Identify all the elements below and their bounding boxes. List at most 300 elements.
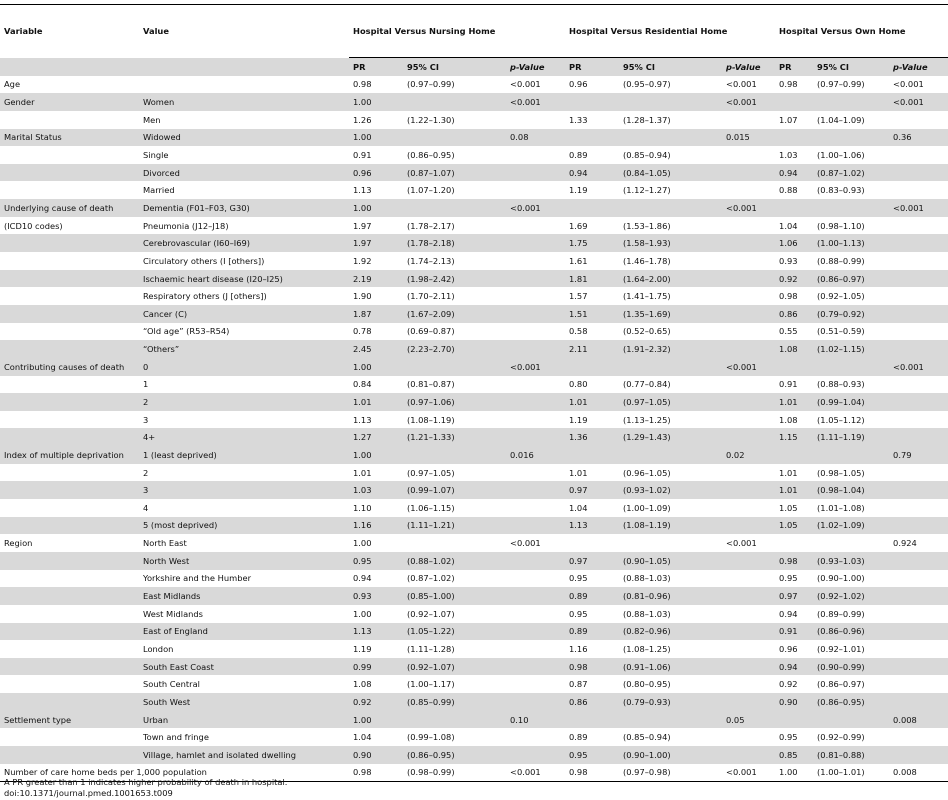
rh-ci: (1.35–1.69) xyxy=(619,305,722,323)
rh-pr xyxy=(565,358,619,376)
row-value: London xyxy=(143,643,174,654)
row-value: Respiratory others (J [others]) xyxy=(143,291,267,302)
nh-pr: 1.97 xyxy=(349,234,403,252)
nh-ci: (0.92–1.07) xyxy=(403,658,506,676)
oh-ci: (0.90–1.00) xyxy=(817,573,865,584)
oh-ci xyxy=(813,711,889,729)
nh-pr: 1.00 xyxy=(349,358,403,376)
row-variable xyxy=(0,552,139,570)
table-row xyxy=(0,587,948,605)
oh-ci xyxy=(813,93,889,111)
nh-ci xyxy=(403,358,506,376)
nh-ci: (1.08–1.19) xyxy=(407,414,455,425)
table-row xyxy=(0,605,948,623)
rh-pr: 1.69 xyxy=(569,220,588,231)
rh-p-value xyxy=(722,640,775,658)
row-variable xyxy=(0,675,139,693)
oh-pr xyxy=(775,711,813,729)
row-variable: Gender xyxy=(0,93,139,111)
rh-ci: (1.08–1.25) xyxy=(623,643,671,654)
table-row xyxy=(0,270,948,288)
oh-pr: 0.98 xyxy=(779,291,798,302)
row-variable xyxy=(0,323,139,341)
oh-pr: 1.05 xyxy=(775,517,813,535)
rh-ci: (0.91–1.06) xyxy=(619,658,722,676)
rh-p-value xyxy=(722,270,775,288)
row-variable xyxy=(0,270,139,288)
oh-p-value xyxy=(889,393,948,411)
row-value: East Midlands xyxy=(139,587,349,605)
oh-p-value xyxy=(889,728,948,746)
oh-p-value xyxy=(889,428,948,446)
rh-pr: 0.80 xyxy=(569,379,588,390)
oh-p-value: 0.008 xyxy=(889,711,948,729)
table-row xyxy=(0,234,948,252)
nh-pr: 1.10 xyxy=(353,502,372,513)
row-variable xyxy=(0,340,139,358)
oh-pr: 0.90 xyxy=(775,693,813,711)
nh-ci xyxy=(403,93,506,111)
row-value: 4+ xyxy=(139,428,349,446)
table-row xyxy=(0,164,948,182)
oh-ci: (0.98–1.10) xyxy=(817,220,865,231)
oh-pr xyxy=(775,93,813,111)
header-p-value: p-Value xyxy=(722,58,775,76)
rh-ci: (1.29–1.43) xyxy=(619,428,722,446)
row-variable: (ICD10 codes) xyxy=(4,220,63,231)
nh-pr: 1.13 xyxy=(353,414,372,425)
oh-p-value xyxy=(889,164,948,182)
rh-ci: (1.41–1.75) xyxy=(623,291,671,302)
rh-p-value: 0.05 xyxy=(722,711,775,729)
row-value: Village, hamlet and isolated dwelling xyxy=(139,746,349,764)
oh-ci: (0.93–1.03) xyxy=(813,552,889,570)
rh-p-value xyxy=(722,746,775,764)
row-variable xyxy=(0,393,139,411)
rh-pr: 0.95 xyxy=(565,746,619,764)
row-variable: Index of multiple deprivation xyxy=(0,446,139,464)
rh-p-value xyxy=(722,252,775,270)
oh-p-value xyxy=(889,605,948,623)
nh-ci: (1.67–2.09) xyxy=(403,305,506,323)
header-p-value: p-Value xyxy=(506,58,565,76)
nh-p-value xyxy=(506,658,565,676)
nh-pr: 1.00 xyxy=(353,538,372,549)
oh-p-value xyxy=(889,181,948,199)
nh-ci: (1.74–2.13) xyxy=(407,255,455,266)
row-value: 1 xyxy=(143,379,149,390)
nh-p-value: <0.001 xyxy=(506,358,565,376)
table-row xyxy=(0,340,948,358)
table-row xyxy=(0,411,948,429)
oh-p-value: <0.001 xyxy=(889,358,948,376)
nh-pr: 1.01 xyxy=(353,467,372,478)
nh-p-value xyxy=(506,587,565,605)
nh-p-value xyxy=(506,570,565,588)
oh-ci: (0.86–0.97) xyxy=(813,270,889,288)
row-value: Pneumonia (J12–J18) xyxy=(143,220,229,231)
rh-pr: 1.16 xyxy=(569,643,588,654)
nh-p-value xyxy=(506,146,565,164)
group-header-row xyxy=(0,5,948,58)
table-row xyxy=(0,711,948,729)
oh-pr: 1.15 xyxy=(775,428,813,446)
rh-p-value: <0.001 xyxy=(722,764,775,782)
nh-p-value xyxy=(506,217,565,235)
nh-pr: 1.00 xyxy=(349,199,403,217)
rh-ci: (0.77–0.84) xyxy=(623,379,671,390)
rh-p-value: 0.02 xyxy=(722,446,775,464)
nh-p-value xyxy=(506,393,565,411)
oh-p-value xyxy=(889,411,948,429)
oh-p-value: 0.36 xyxy=(889,129,948,147)
header-ci: 95% CI xyxy=(619,58,722,76)
row-variable xyxy=(0,658,139,676)
oh-p-value xyxy=(889,340,948,358)
rh-p-value xyxy=(722,570,775,588)
row-value: 1 (least deprived) xyxy=(139,446,349,464)
row-variable xyxy=(0,376,139,394)
rh-ci: (1.91–2.32) xyxy=(619,340,722,358)
sub-header-row xyxy=(0,58,948,76)
oh-p-value xyxy=(889,499,948,517)
rh-p-value xyxy=(722,217,775,235)
nh-pr: 0.91 xyxy=(353,150,372,161)
nh-pr: 1.00 xyxy=(349,93,403,111)
oh-pr: 1.07 xyxy=(779,114,798,125)
oh-ci: (0.51–0.59) xyxy=(817,326,865,337)
nh-pr: 1.27 xyxy=(349,428,403,446)
row-value: Ischaemic heart disease (I20–I25) xyxy=(139,270,349,288)
oh-pr: 0.92 xyxy=(779,679,798,690)
oh-pr: 0.55 xyxy=(779,326,798,337)
nh-pr: 0.84 xyxy=(353,379,372,390)
row-variable: Region xyxy=(4,538,33,549)
rh-pr: 0.89 xyxy=(565,623,619,641)
header-pr: PR xyxy=(565,58,619,76)
nh-p-value xyxy=(506,693,565,711)
nh-p-value xyxy=(506,605,565,623)
row-variable xyxy=(0,623,139,641)
row-value: Divorced xyxy=(139,164,349,182)
nh-p-value xyxy=(506,164,565,182)
oh-ci: (1.05–1.12) xyxy=(817,414,865,425)
nh-pr: 0.98 xyxy=(353,79,372,90)
rh-pr: 1.33 xyxy=(569,114,588,125)
nh-p-value xyxy=(506,746,565,764)
table-row xyxy=(0,534,948,552)
rh-p-value: <0.001 xyxy=(726,79,757,90)
oh-p-value xyxy=(889,623,948,641)
table-row xyxy=(0,746,948,764)
oh-p-value xyxy=(889,270,948,288)
oh-ci: (1.02–1.09) xyxy=(813,517,889,535)
rh-p-value xyxy=(722,376,775,394)
nh-ci xyxy=(403,446,506,464)
nh-p-value xyxy=(506,464,565,482)
nh-p-value xyxy=(506,499,565,517)
nh-ci: (0.97–1.06) xyxy=(403,393,506,411)
nh-p-value xyxy=(506,376,565,394)
oh-ci: (0.99–1.04) xyxy=(813,393,889,411)
nh-p-value: 0.10 xyxy=(506,711,565,729)
oh-pr: 0.85 xyxy=(775,746,813,764)
oh-pr: 0.93 xyxy=(779,255,798,266)
nh-ci: (0.99–1.08) xyxy=(407,732,455,743)
row-variable xyxy=(0,181,139,199)
nh-ci: (1.05–1.22) xyxy=(403,623,506,641)
rh-pr: 1.36 xyxy=(565,428,619,446)
oh-pr: 1.00 xyxy=(775,764,813,782)
row-variable xyxy=(0,146,139,164)
nh-ci: (1.21–1.33) xyxy=(403,428,506,446)
nh-ci: (0.86–0.95) xyxy=(407,150,455,161)
oh-p-value: <0.001 xyxy=(893,79,924,90)
rh-ci: (1.28–1.37) xyxy=(623,114,671,125)
rh-ci xyxy=(619,711,722,729)
row-variable: Underlying cause of death xyxy=(0,199,139,217)
oh-p-value: <0.001 xyxy=(889,199,948,217)
rh-ci: (0.85–0.94) xyxy=(623,732,671,743)
nh-pr: 1.08 xyxy=(353,679,372,690)
nh-pr: 1.87 xyxy=(349,305,403,323)
row-value: Single xyxy=(143,150,169,161)
nh-p-value: <0.001 xyxy=(510,79,541,90)
oh-p-value xyxy=(889,517,948,535)
row-value: Urban xyxy=(139,711,349,729)
rh-p-value xyxy=(722,552,775,570)
nh-p-value xyxy=(506,640,565,658)
nh-ci: (0.99–1.07) xyxy=(403,481,506,499)
nh-ci: (0.88–1.02) xyxy=(403,552,506,570)
rh-ci: (0.81–0.96) xyxy=(619,587,722,605)
row-variable xyxy=(0,428,139,446)
nh-ci: (1.11–1.28) xyxy=(407,643,455,654)
results-table xyxy=(0,4,948,782)
rh-ci: (0.90–1.05) xyxy=(619,552,722,570)
rh-p-value xyxy=(722,305,775,323)
table-row xyxy=(0,323,948,341)
oh-pr: 1.08 xyxy=(779,414,798,425)
oh-p-value xyxy=(889,570,948,588)
row-value: South East Coast xyxy=(139,658,349,676)
nh-pr: 1.26 xyxy=(353,114,372,125)
rh-ci: (1.13–1.25) xyxy=(623,414,671,425)
nh-pr: 0.93 xyxy=(349,587,403,605)
nh-ci: (0.87–1.07) xyxy=(403,164,506,182)
oh-ci: (0.86–0.95) xyxy=(813,693,889,711)
row-variable xyxy=(0,640,139,658)
oh-ci: (0.86–0.97) xyxy=(817,679,865,690)
oh-pr: 0.94 xyxy=(779,608,798,619)
row-value: Yorkshire and the Humber xyxy=(143,573,251,584)
nh-pr: 1.00 xyxy=(353,608,372,619)
row-value: Cerebrovascular (I60–I69) xyxy=(139,234,349,252)
oh-pr: 0.86 xyxy=(775,305,813,323)
oh-p-value: 0.79 xyxy=(889,446,948,464)
table-row xyxy=(0,658,948,676)
rh-p-value: <0.001 xyxy=(722,358,775,376)
row-variable: Contributing causes of death xyxy=(0,358,139,376)
rh-pr: 0.97 xyxy=(565,552,619,570)
row-variable xyxy=(0,305,139,323)
oh-p-value xyxy=(889,552,948,570)
row-value: Town and fringe xyxy=(143,732,209,743)
oh-ci: (0.79–0.92) xyxy=(813,305,889,323)
oh-p-value: 0.008 xyxy=(889,764,948,782)
rh-p-value xyxy=(722,728,775,746)
row-variable xyxy=(0,693,139,711)
rh-pr: 0.86 xyxy=(565,693,619,711)
rh-p-value xyxy=(722,164,775,182)
nh-ci: (0.69–0.87) xyxy=(407,326,455,337)
nh-p-value: <0.001 xyxy=(510,538,541,549)
oh-pr: 1.01 xyxy=(779,467,798,478)
nh-p-value xyxy=(506,728,565,746)
oh-pr: 0.98 xyxy=(775,552,813,570)
rh-p-value: <0.001 xyxy=(722,199,775,217)
nh-p-value xyxy=(506,411,565,429)
nh-ci: (0.92–1.07) xyxy=(407,608,455,619)
nh-ci: (1.06–1.15) xyxy=(407,502,455,513)
nh-p-value xyxy=(506,481,565,499)
sub-header-blank xyxy=(0,58,139,76)
row-value: 0 xyxy=(139,358,349,376)
rh-p-value xyxy=(722,411,775,429)
oh-p-value xyxy=(889,587,948,605)
rh-ci: (0.79–0.93) xyxy=(619,693,722,711)
row-variable xyxy=(0,164,139,182)
row-value: East of England xyxy=(139,623,349,641)
oh-p-value xyxy=(889,640,948,658)
rh-ci xyxy=(619,534,722,552)
rh-ci: (0.95–0.97) xyxy=(623,79,671,90)
oh-ci: (0.98–1.04) xyxy=(813,481,889,499)
rh-ci: (1.12–1.27) xyxy=(623,185,671,196)
rh-pr xyxy=(565,711,619,729)
oh-pr: 1.08 xyxy=(775,340,813,358)
oh-pr: 1.01 xyxy=(775,481,813,499)
nh-p-value xyxy=(506,428,565,446)
nh-p-value: <0.001 xyxy=(506,93,565,111)
rh-pr: 1.75 xyxy=(565,234,619,252)
rh-ci: (1.64–2.00) xyxy=(619,270,722,288)
oh-pr: 0.97 xyxy=(775,587,813,605)
nh-p-value: 0.016 xyxy=(506,446,565,464)
oh-ci: (0.92–0.99) xyxy=(817,732,865,743)
nh-pr: 0.98 xyxy=(349,764,403,782)
nh-ci: (2.23–2.70) xyxy=(403,340,506,358)
table-row xyxy=(0,428,948,446)
rh-pr: 1.81 xyxy=(565,270,619,288)
nh-ci: (0.86–0.95) xyxy=(403,746,506,764)
nh-p-value xyxy=(506,181,565,199)
rh-p-value xyxy=(722,287,775,305)
row-variable xyxy=(0,234,139,252)
rh-p-value xyxy=(722,605,775,623)
rh-pr: 0.89 xyxy=(569,150,588,161)
rh-pr: 1.51 xyxy=(565,305,619,323)
rh-p-value xyxy=(722,323,775,341)
rh-pr: 1.57 xyxy=(569,291,588,302)
nh-ci: (0.97–1.05) xyxy=(407,467,455,478)
oh-ci xyxy=(813,534,889,552)
row-variable xyxy=(0,287,139,305)
oh-pr xyxy=(775,129,813,147)
rh-pr: 0.97 xyxy=(565,481,619,499)
row-variable xyxy=(0,252,139,270)
rh-pr: 0.98 xyxy=(565,764,619,782)
nh-pr: 1.19 xyxy=(353,643,372,654)
oh-ci: (1.00–1.01) xyxy=(813,764,889,782)
nh-ci: (0.85–0.99) xyxy=(403,693,506,711)
row-variable xyxy=(0,746,139,764)
oh-pr xyxy=(775,446,813,464)
header-pr: PR xyxy=(775,58,813,76)
table-row xyxy=(0,287,948,305)
nh-pr: 1.92 xyxy=(353,255,372,266)
table-row xyxy=(0,252,948,270)
nh-ci: (0.98–0.99) xyxy=(403,764,506,782)
rh-ci: (0.93–1.02) xyxy=(619,481,722,499)
row-value: 2 xyxy=(139,393,349,411)
rh-ci: (1.53–1.86) xyxy=(623,220,671,231)
rh-pr: 2.11 xyxy=(565,340,619,358)
rh-pr: 1.61 xyxy=(569,255,588,266)
rh-pr: 1.19 xyxy=(569,414,588,425)
table-row xyxy=(0,570,948,588)
header-pr: PR xyxy=(349,58,403,76)
table-row xyxy=(0,552,948,570)
row-variable xyxy=(0,605,139,623)
rh-ci: (0.52–0.65) xyxy=(623,326,671,337)
rh-pr: 1.01 xyxy=(569,467,588,478)
rh-p-value xyxy=(722,181,775,199)
header-residential-home: Hospital Versus Residential Home xyxy=(565,5,775,58)
rh-ci xyxy=(619,358,722,376)
nh-p-value xyxy=(506,111,565,129)
header-ci: 95% CI xyxy=(403,58,506,76)
table-row xyxy=(0,640,948,658)
nh-ci xyxy=(403,711,506,729)
nh-ci: (1.22–1.30) xyxy=(407,114,455,125)
rh-pr xyxy=(565,199,619,217)
rh-p-value xyxy=(722,499,775,517)
rh-ci xyxy=(619,129,722,147)
rh-p-value xyxy=(722,428,775,446)
nh-pr: 0.94 xyxy=(353,573,372,584)
row-value: North West xyxy=(139,552,349,570)
rh-pr: 0.58 xyxy=(569,326,588,337)
rh-pr: 0.94 xyxy=(565,164,619,182)
nh-ci xyxy=(403,534,506,552)
nh-ci: (1.70–2.11) xyxy=(407,291,455,302)
nh-ci: (1.11–1.21) xyxy=(403,517,506,535)
oh-p-value: <0.001 xyxy=(889,93,948,111)
oh-pr: 0.91 xyxy=(779,379,798,390)
row-variable: Number of care home beds per 1,000 population xyxy=(0,764,139,782)
oh-pr: 1.06 xyxy=(775,234,813,252)
rh-p-value xyxy=(722,111,775,129)
row-value: 2 xyxy=(143,467,149,478)
nh-pr: 2.45 xyxy=(349,340,403,358)
nh-pr: 0.99 xyxy=(349,658,403,676)
table-row xyxy=(0,393,948,411)
table-row xyxy=(0,199,948,217)
oh-ci xyxy=(813,358,889,376)
table-body xyxy=(0,76,948,782)
nh-ci xyxy=(403,199,506,217)
